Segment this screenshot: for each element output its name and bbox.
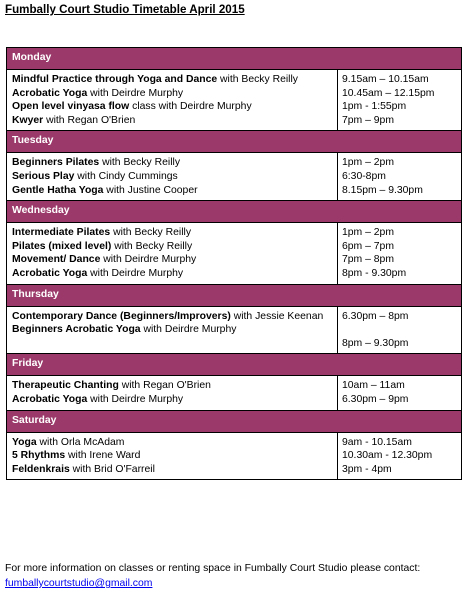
class-entry [12,100,335,114]
class-entry [12,253,335,267]
class-entry [12,436,335,450]
class-instructor: class with Deirdre Murphy [129,101,252,113]
class-instructor: with Cindy Cummings [74,170,178,182]
footer-text: For more information on classes or renting space in Fumbally Court Studio please contact: [5,563,421,574]
class-time: 1pm – 2pm [342,227,394,239]
class-name: Kwyer [12,114,44,126]
day-name-monday: Monday [7,48,462,70]
day-header-row [7,48,462,70]
class-instructor: with Deirdre Murphy [87,393,184,405]
class-time: 8pm – 9.30pm [342,337,409,349]
class-time: 6.30pm – 9pm [342,393,409,405]
class-instructor: with Irene Ward [65,450,141,462]
day-name-tuesday: Tuesday [7,131,462,153]
class-name: Movement/ Dance [12,254,101,266]
class-time: 7pm – 9pm [342,114,394,126]
day-header-row [7,354,462,376]
class-name: Feldenkrais [12,463,70,475]
class-time: 8pm - 9.30pm [342,267,407,279]
class-entry [12,463,335,477]
class-time: 6.30pm – 8pm [342,310,409,322]
day-classes-row [7,306,462,354]
time-list [338,223,462,284]
class-entry [12,310,335,324]
class-instructor: with Becky Reilly [110,227,192,239]
time-list [338,153,462,201]
class-name: Beginners Pilates [12,157,100,169]
class-time: 6pm – 7pm [342,240,394,252]
class-time: 1pm - 1:55pm [342,101,407,113]
class-instructor: with Deirdre Murphy [100,254,197,266]
class-name: Acrobatic Yoga [12,267,88,279]
class-entry [12,379,335,393]
day-classes-row [7,376,462,410]
class-time: 9am - 10.15am [342,436,412,448]
class-entry [12,73,335,87]
class-entry [12,170,335,184]
time-list [338,70,462,131]
class-instructor: with Deirdre Murphy [87,267,184,279]
class-instructor: with Brid O'Farreil [69,463,155,475]
class-name: Therapeutic Chanting [12,380,119,392]
class-list [7,376,338,410]
class-time: 10.30am - 12.30pm [342,450,433,462]
contact-email-link[interactable]: fumballycourtstudio@gmail.com [5,578,153,589]
class-entry [12,184,335,198]
class-time: 7pm – 8pm [342,254,394,266]
time-list [338,376,462,410]
class-list [7,223,338,284]
class-time: 8.15pm – 9.30pm [342,184,423,196]
class-time: 1pm – 2pm [342,157,394,169]
class-instructor: with Deirdre Murphy [140,324,237,336]
class-name: Intermediate Pilates [12,227,111,239]
class-entry [12,87,335,101]
time-list [338,306,462,354]
class-entry [12,156,335,170]
day-name-wednesday: Wednesday [7,201,462,223]
class-name: Pilates (mixed level) [12,240,112,252]
day-name-saturday: Saturday [7,410,462,432]
class-name: Contemporary Dance (Beginners/Improvers) [12,310,231,322]
class-list [7,432,338,480]
class-entry [12,240,335,254]
class-name: Mindful Practice through Yoga and Dance [12,74,218,85]
class-name: Open level vinyasa flow [12,101,130,113]
class-list [7,70,338,131]
footer [5,561,467,591]
class-name: Acrobatic Yoga [12,393,88,405]
class-time: 10.45am – 12.15pm [342,87,435,99]
class-name: Beginners Acrobatic Yoga [12,324,141,336]
day-name-thursday: Thursday [7,284,462,306]
day-classes-row [7,153,462,201]
class-instructor: with Becky Reilly [217,74,298,85]
class-instructor: with Becky Reilly [99,157,181,169]
class-instructor: with Deirdre Murphy [87,87,184,99]
day-classes-row [7,432,462,480]
day-name-friday: Friday [7,354,462,376]
class-time: 9.15am – 10.15am [342,74,429,85]
class-list [7,153,338,201]
timetable [6,47,462,480]
class-entry [12,114,335,128]
class-name: Gentle Hatha Yoga [12,184,104,196]
class-time: 10am – 11am [342,380,405,392]
class-instructor: with Regan O'Brien [43,114,136,126]
class-name: Serious Play [12,170,75,182]
class-entry [12,226,335,240]
day-header-row [7,201,462,223]
class-instructor: with Becky Reilly [111,240,193,252]
day-header-row [7,410,462,432]
class-instructor: with Justine Cooper [103,184,198,196]
day-classes-row [7,70,462,131]
time-list [338,432,462,480]
class-time: 3pm - 4pm [342,463,392,475]
class-name: Acrobatic Yoga [12,87,88,99]
day-classes-row [7,223,462,284]
page-title: Fumbally Court Studio Timetable April 2015 [5,3,245,16]
day-header-row [7,284,462,306]
class-entry [12,267,335,281]
class-name: 5 Rhythms [12,450,66,462]
class-entry [12,449,335,463]
day-header-row [7,131,462,153]
class-instructor: with Orla McAdam [36,436,125,448]
class-instructor: with Jessie Keenan [230,310,324,322]
class-entry [12,393,335,407]
class-time: 6:30-8pm [342,170,386,182]
class-instructor: with Regan O'Brien [118,380,211,392]
class-entry [12,323,335,337]
class-list [7,306,338,354]
class-name: Yoga [12,436,37,448]
